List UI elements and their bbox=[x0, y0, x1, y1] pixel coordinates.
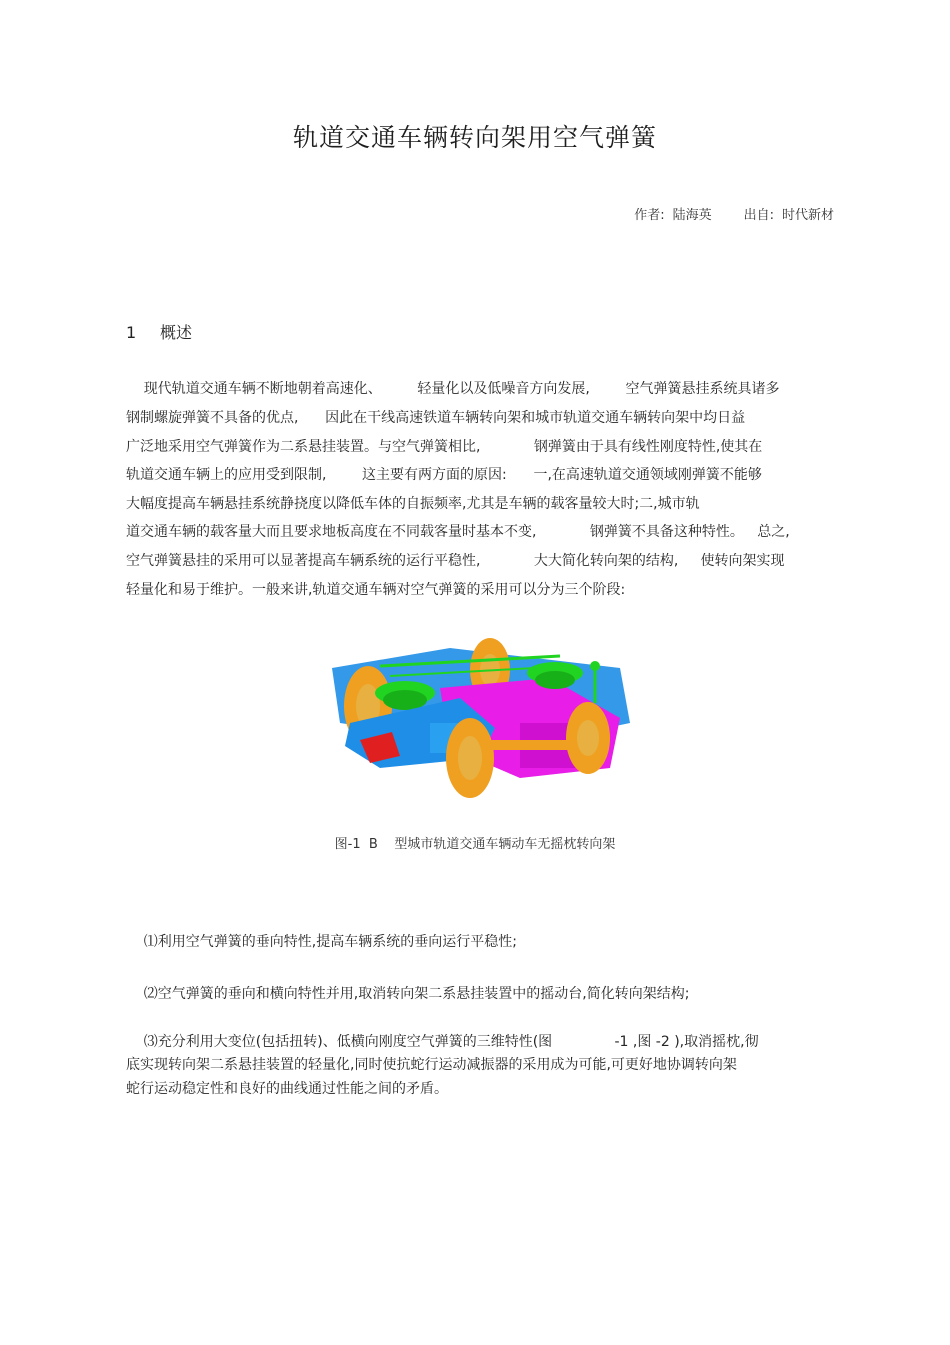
author-label: 作者: bbox=[634, 208, 665, 223]
stage-item-3-line: ⑶充分利用大变位(包括扭转)、低横向刚度空气弹簧的三维特性(图 -1 ,图 -2 ),取消摇枕,彻 bbox=[126, 1034, 759, 1050]
bogie-illustration bbox=[320, 628, 640, 808]
figure-caption: 图-1 B 型城市轨道交通车辆动车无摇枕转向架 bbox=[334, 837, 616, 852]
bogie-figure bbox=[320, 628, 640, 808]
intro-line: 大幅度提高车辆悬挂系统静挠度以降低车体的自振频率,尤其是车辆的载客量较大时;二,城市轨 bbox=[126, 496, 700, 512]
intro-line: 道交通车辆的载客量大而且要求地板高度在不同载客量时基本不变, 钢弹簧不具备这种特性。 总之, bbox=[126, 524, 790, 540]
intro-line: 轻量化和易于维护。一般来讲,轨道交通车辆对空气弹簧的采用可以分为三个阶段: bbox=[126, 582, 626, 598]
stage-item-3-line: 蛇行运动稳定性和良好的曲线通过性能之间的矛盾。 bbox=[126, 1081, 448, 1097]
intro-line: 现代轨道交通车辆不断地朝着高速化、 轻量化以及低噪音方向发展, 空气弹簧悬挂系统具诸多 bbox=[126, 381, 780, 397]
intro-line: 轨道交通车辆上的应用受到限制, 这主要有两方面的原因: 一,在高速轨道交通领域刚弹簧不能够 bbox=[126, 467, 762, 483]
intro-line: 广泛地采用空气弹簧作为二系悬挂装置。与空气弹簧相比, 钢弹簧由于具有线性刚度特性,使其在 bbox=[126, 439, 763, 455]
stage-item-3-line: 底实现转向架二系悬挂装置的轻量化,同时使抗蛇行运动减振器的采用成为可能,可更好地协调转向架 bbox=[126, 1057, 737, 1073]
section-heading bbox=[126, 320, 192, 343]
stage-item-2: ⑵空气弹簧的垂向和横向特性并用,取消转向架二系悬挂装置中的摇动台,简化转向架结构; bbox=[126, 986, 690, 1002]
source-name: 时代新材 bbox=[781, 208, 834, 223]
source-label: 出自: bbox=[743, 208, 774, 223]
document-title: 轨道交通车辆转向架用空气弹簧 bbox=[292, 123, 657, 152]
section-title: 概述 bbox=[160, 323, 193, 342]
byline bbox=[626, 204, 834, 223]
author-name: 陆海英 bbox=[672, 208, 712, 223]
section-number: 1 bbox=[126, 323, 137, 342]
intro-line: 钢制螺旋弹簧不具备的优点, 因此在干线高速铁道车辆转向架和城市轨道交通车辆转向架中均日益 bbox=[126, 410, 746, 426]
stage-item-1: ⑴利用空气弹簧的垂向特性,提高车辆系统的垂向运行平稳性; bbox=[126, 934, 517, 950]
intro-line: 空气弹簧悬挂的采用可以显著提高车辆系统的运行平稳性, 大大简化转向架的结构, 使转向架实现 bbox=[126, 553, 785, 569]
